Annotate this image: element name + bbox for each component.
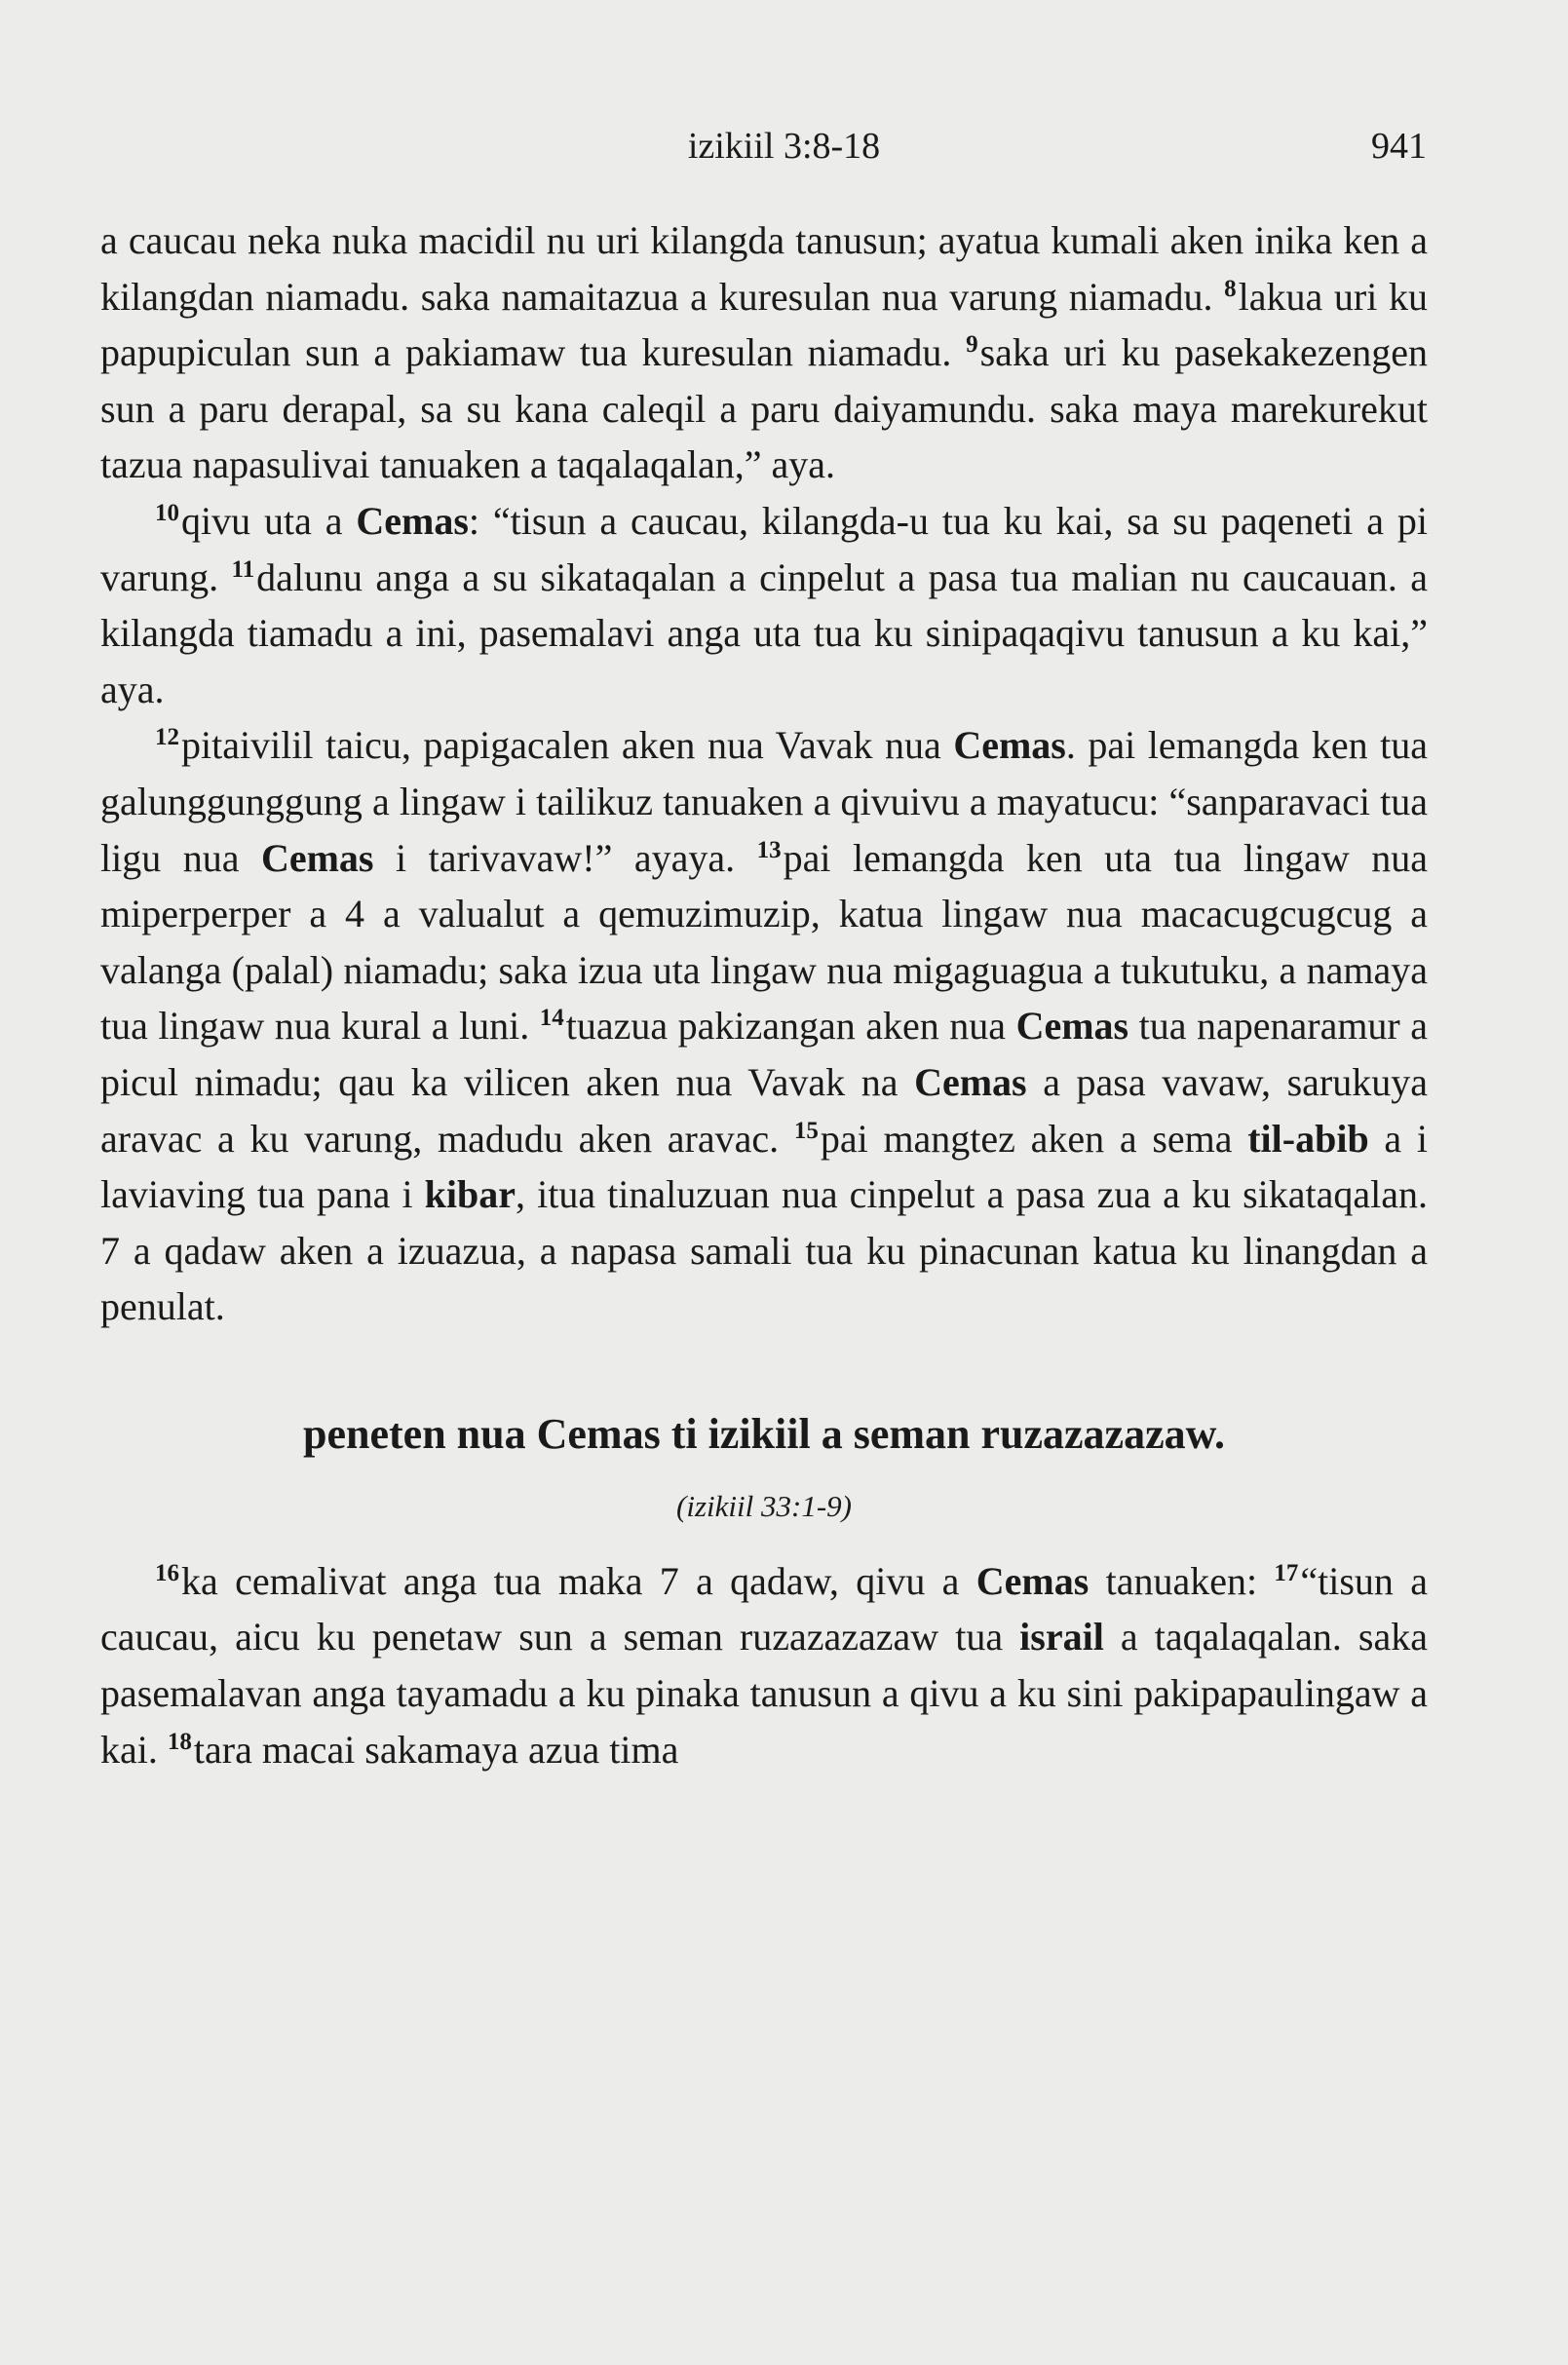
paragraph bbox=[100, 1553, 1428, 1777]
bold-term: Cemas bbox=[356, 498, 469, 543]
paragraph bbox=[100, 717, 1428, 1335]
verse-number: 16 bbox=[155, 1559, 179, 1586]
text-run: a caucau neka nuka macidil nu uri kilangda tanusun; ayatua kumali aken inika ken a kilangdan niamadu. saka namaitazua a kuresulan nua varung niamadu. bbox=[100, 218, 1428, 319]
text-run: dalunu anga a su sikataqalan a cinpelut a pasa tua malian nu caucauan. a kilangda tiamadu a ini, pasemalavi anga uta tua ku sinipaqaqivu tanusun a ku kai,” aya. bbox=[100, 554, 1428, 711]
verse-number: 14 bbox=[539, 1005, 564, 1032]
page-number: 941 bbox=[1371, 126, 1427, 167]
text-run: : “tisun a caucau, kilangda-u tua ku kai, sa su paqeneti a pi varung. bbox=[100, 498, 1428, 599]
verse-number: 11 bbox=[231, 555, 255, 583]
text-run: qivu uta a bbox=[181, 498, 357, 543]
text-run: tua napenaramur a picul nimadu; qau ka vilicen aken nua Vavak na bbox=[100, 1004, 1429, 1104]
text-run: a taqalaqalan. saka pasemalavan anga tayamadu a ku pinaka tanusun a qivu a ku sini pakipapaulingaw a kai. bbox=[100, 1615, 1429, 1772]
verse-number: 13 bbox=[756, 836, 782, 863]
text-run: tuazua pakizangan aken nua bbox=[565, 1004, 1016, 1049]
section-heading: peneten nua Cemas ti izikiil a seman ruzazazazaw. bbox=[303, 1409, 1225, 1458]
text-run: “tisun a caucau, aicu ku penetaw sun a seman ruzazazazaw tua bbox=[100, 1558, 1428, 1659]
text-run: i tarivavaw!” ayaya. bbox=[373, 835, 757, 880]
bold-term: Cemas bbox=[975, 1558, 1090, 1603]
text-run: a i laviaving tua pana i bbox=[100, 1116, 1428, 1217]
running-title: izikiil 3:8-18 bbox=[687, 126, 881, 167]
bold-term: Cemas bbox=[953, 723, 1066, 768]
text-run: ka cemalivat anga tua maka 7 a qadaw, qivu a bbox=[181, 1558, 976, 1603]
running-head bbox=[0, 125, 1568, 183]
text-run: pai lemangda ken uta tua lingaw nua miperperper a 4 a valualut a qemuzimuzip, katua lingaw nua macacugcugcug a valanga (palal) niamadu; saka izua uta lingaw nua migaguagua a tukutuku, a namaya tua lingaw nua kural a luni. bbox=[100, 835, 1429, 1049]
text-run: , itua tinaluzuan nua cinpelut a pasa zua a ku sikataqalan. 7 a qadaw aken a izuazua, a napasa samali tua ku pinacunan katua ku linangdan a penulat. bbox=[100, 1172, 1428, 1329]
verse-number: 10 bbox=[155, 499, 179, 526]
text-run: saka uri ku pasekakezengen sun a paru derapal, sa su kana caleqil a paru daiyamundu. saka maya marekurekut tazua napasulivai tanuaken a taqalaqalan,” aya. bbox=[100, 330, 1428, 487]
text-run: tara macai sakamaya azua tima bbox=[193, 1727, 679, 1772]
section-reference: (izikiil 33:1-9) bbox=[676, 1488, 852, 1523]
text-run: a pasa vavaw, sarukuya aravac a ku varung, madudu aken aravac. bbox=[100, 1059, 1428, 1161]
verse-number: 8 bbox=[1224, 275, 1237, 302]
paragraph-group bbox=[100, 1553, 1428, 1777]
verse-number: 17 bbox=[1274, 1559, 1299, 1586]
verse-number: 12 bbox=[155, 724, 179, 751]
verse-number: 9 bbox=[966, 331, 978, 359]
verse-number: 15 bbox=[793, 1117, 819, 1144]
text-run: pai mangtez aken a sema bbox=[820, 1116, 1248, 1161]
bold-term: kibar bbox=[424, 1172, 516, 1217]
body-text bbox=[100, 212, 1428, 1777]
bold-term: Cemas bbox=[1015, 1004, 1129, 1049]
text-run: tanuaken: bbox=[1089, 1558, 1275, 1603]
paragraph bbox=[100, 493, 1428, 717]
bold-term: Cemas bbox=[260, 835, 374, 880]
bold-term: Cemas bbox=[914, 1059, 1027, 1104]
text-run: . pai lemangda ken tua galunggunggung a lingaw i tailikuz tanuaken a qivuivu a mayatucu: “sanparavaci tua ligu nua bbox=[100, 723, 1429, 880]
text-run: lakua uri ku papupiculan sun a pakiamaw tua kuresulan niamadu. bbox=[100, 274, 1428, 375]
paragraph bbox=[100, 212, 1428, 493]
paragraph-group bbox=[100, 212, 1428, 1335]
text-run: pitaivilil taicu, papigacalen aken nua Vavak nua bbox=[181, 723, 954, 768]
verse-number: 18 bbox=[167, 1728, 192, 1755]
bold-term: israil bbox=[1019, 1615, 1104, 1659]
bold-term: til-abib bbox=[1247, 1116, 1369, 1161]
